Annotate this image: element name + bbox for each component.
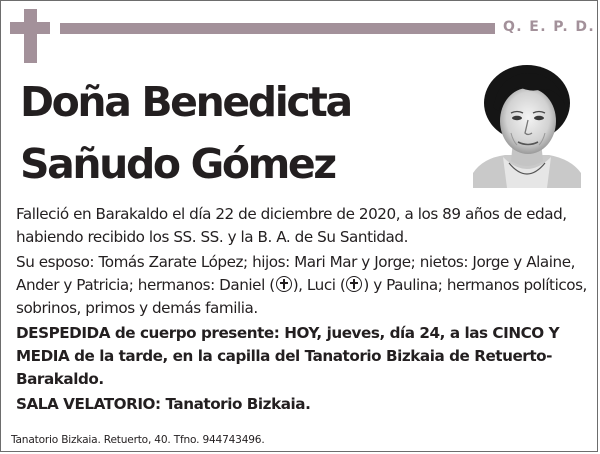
death-notice-paragraph: Falleció en Barakaldo el día 22 de diciembre de 2020, a los 89 años de edad, habiendo recibido los SS. SS. y la B. A. de Su Santidad. [16, 205, 567, 246]
header-rule [60, 23, 495, 34]
funeral-home-footer: Tanatorio Bizkaia. Retuerto, 40. Tfno. 944743496. [11, 434, 265, 446]
family-text-part3: ) y Paulina; hermanos políticos, sobrinos, primos y demás familia. [16, 276, 587, 317]
circled-cross-icon [346, 276, 362, 292]
farewell-text: DESPEDIDA de cuerpo presente: HOY, jueves, día 24, a las CINCO Y MEDIA de la tarde, en la capilla del Tanatorio Bizkaia de Retuerto-Barakaldo. [16, 324, 560, 388]
circled-cross-icon [276, 276, 292, 292]
qepd-label: Q. E. P. D. [503, 19, 596, 35]
obituary-body [16, 203, 588, 418]
portrait-photo [473, 63, 581, 188]
family-text-part2: ), Luci ( [292, 276, 346, 294]
family-paragraph [16, 251, 588, 320]
farewell-paragraph [16, 322, 588, 391]
wake-room-paragraph [16, 393, 588, 416]
deceased-name-line1: Doña Benedicta [20, 78, 351, 126]
wake-room-text: SALA VELATORIO: Tanatorio Bizkaia. [16, 395, 311, 413]
family-text-part1: Su esposo: Tomás Zarate López; hijos: Mari Mar y Jorge; nietos: Jorge y Alaine, Ander y Patricia; hermanos: Daniel ( [16, 253, 575, 294]
deceased-name-line2: Sañudo Gómez [20, 140, 335, 188]
